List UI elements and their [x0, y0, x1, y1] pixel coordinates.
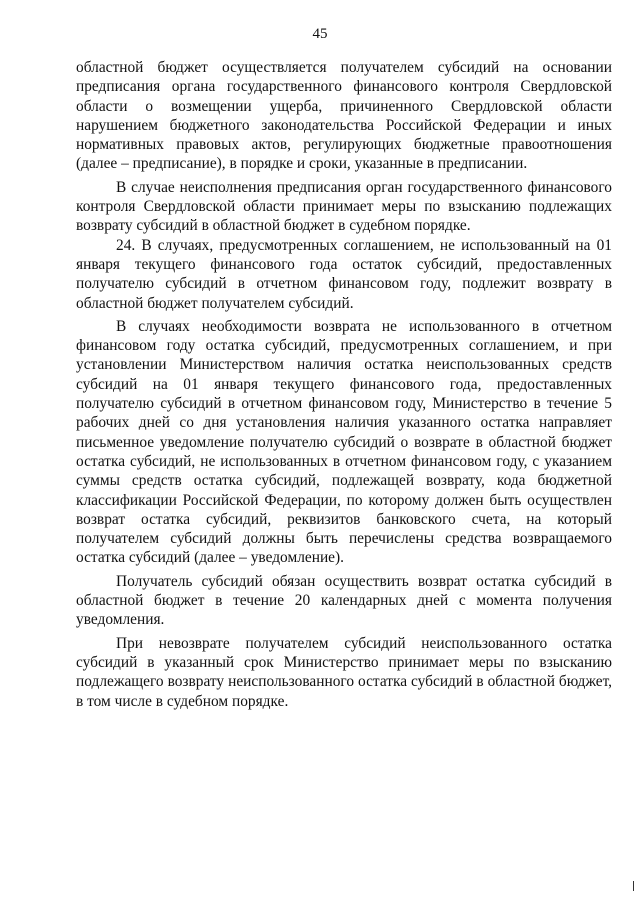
- paragraph-return-notice: В случаях необходимости возврата не использованного в отчетном финансовом году остатка субсидий, предусмотренных соглашением, и при установлении Министерством наличия остатка неиспользованных средств субсидий на 01 января текущего финансового года, предоставленных получателю субсидий в отчетном финансовом году, Министерство в течение 5 рабочих дней со дня установления наличия указанного остатка направляет письменное уведомление получателю субсидий о возврате в областной бюджет остатка субсидий, не использованных в отчетном финансовом году, с указанием суммы средств остатка субсидий, подлежащей возврату, кода бюджетной классификации Российской Федерации, по которому должен быть осуществлен возврат остатка субсидий, реквизитов банковского счета, на который получателем субсидий должны быть перечислены средства возвращаемого остатка субсидий (далее – уведомление).: [76, 317, 612, 567]
- paragraph-recipient-obligation: Получатель субсидий обязан осуществить возврат остатка субсидий в областной бюджет в течение 20 календарных дней с момента получения уведомления.: [76, 572, 612, 629]
- paragraph-item-24: 24. В случаях, предусмотренных соглашением, не использованный на 01 января текущего финансового года остаток субсидий, предоставленных получателю субсидий в отчетном финансовом году, подлежит возврату в областной бюджет получателем субсидий.: [76, 236, 612, 312]
- paragraph-nonexecution: В случае неисполнения предписания орган государственного финансового контроля Свердловской области принимает меры по взысканию подлежащих возврату субсидий в областной бюджет в судебном порядке.: [76, 178, 612, 235]
- scan-corner-mark: [633, 881, 634, 891]
- paragraph-recovery: При невозврате получателем субсидий неиспользованного остатка субсидий в указанный срок Министерство принимает меры по взысканию подлежащего возврату неиспользованного остатка субсидий в областной бюджет, в том числе в судебном порядке.: [76, 634, 612, 710]
- paragraph-continuation: областной бюджет осуществляется получателем субсидий на основании предписания органа государственного финансового контроля Свердловской области о возмещении ущерба, причиненного Свердловской области нарушением бюджетного законодательства Российской Федерации и иных нормативных правовых актов, регулирующих бюджетные правоотношения (далее – предписание), в порядке и сроки, указанные в предписании.: [76, 59, 612, 173]
- document-body: [76, 58, 612, 711]
- page-number: 45: [312, 26, 328, 42]
